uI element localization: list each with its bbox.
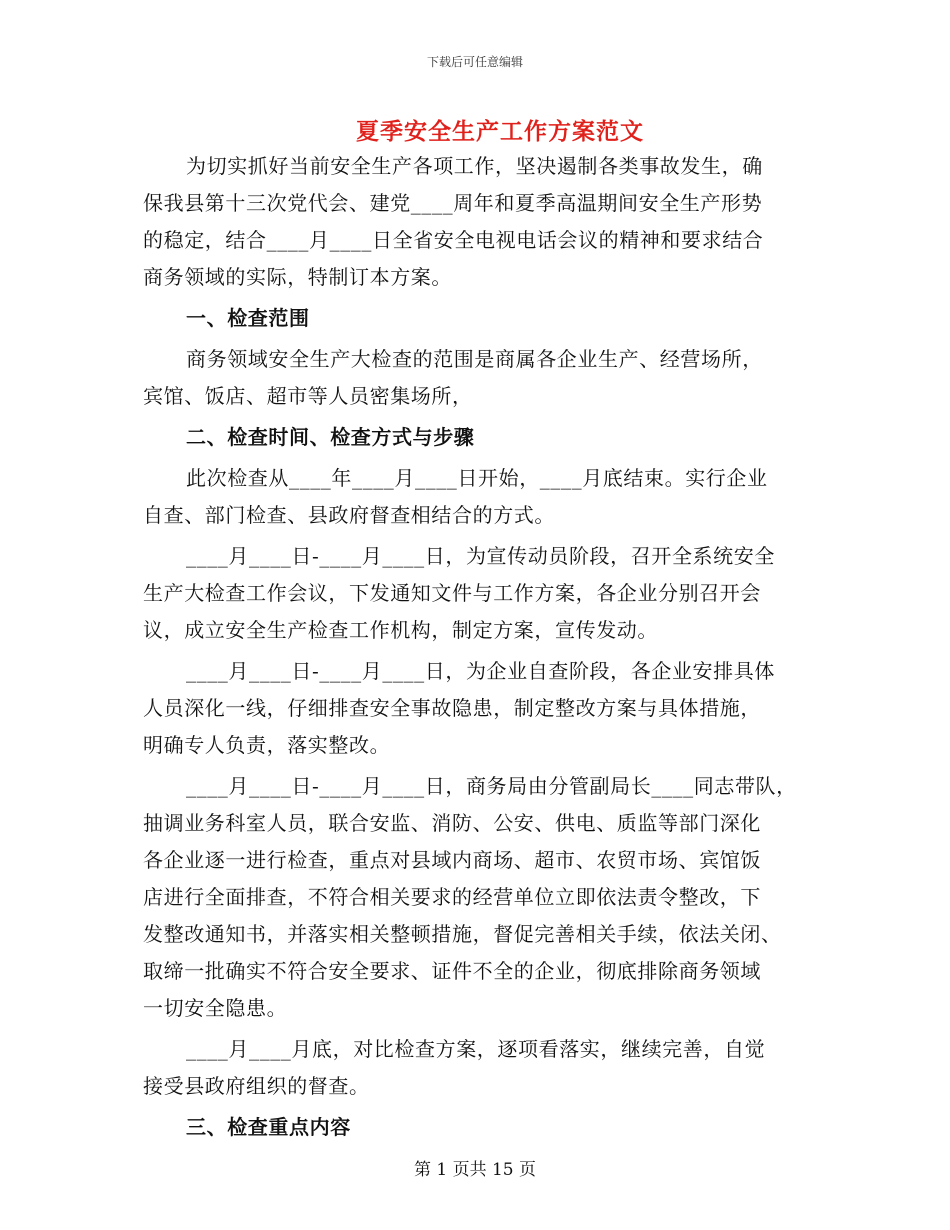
paragraph-line: 议，成立安全生产检查工作机构，制定方案，宣传发动。: [143, 618, 658, 642]
document-body: [143, 148, 843, 1146]
paragraph-line: 商务领域的实际，特制订本方案。: [143, 265, 452, 289]
paragraph-line: 抽调业务科室人员，联合安监、消防、公安、供电、质监等部门深化: [143, 811, 761, 835]
paragraph-line: 自查、部门检查、县政府督查相结合的方式。: [143, 503, 555, 527]
paragraph-line: ____月____日-____月____日，商务局由分管副局长____同志带队，: [186, 774, 797, 798]
paragraph-line: 接受县政府组织的督查。: [143, 1074, 370, 1098]
paragraph-line: 为切实抓好当前安全生产各项工作，坚决遏制各类事故发生，确: [186, 154, 763, 178]
paragraph-line: 发整改通知书，并落实相关整顿措施，督促完善相关手续，依法关闭、: [143, 922, 782, 946]
paragraph-line: ____月____日-____月____日，为宣传动员阶段，召开全系统安全: [186, 544, 775, 568]
header-note: 下载后可任意编辑: [426, 55, 523, 69]
paragraph-line: 一切安全隐患。: [143, 996, 288, 1020]
paragraph-line: 生产大检查工作会议，下发通知文件与工作方案，各企业分别召开会: [143, 581, 761, 605]
document-title: 夏季安全生产工作方案范文: [356, 118, 644, 145]
paragraph-line: 店进行全面排查，不符合相关要求的经营单位立即依法责令整改，下: [143, 885, 761, 909]
section-heading: 二、检查时间、检查方式与步骤: [186, 425, 475, 449]
paragraph-line: 商务领域安全生产大检查的范围是商属各企业生产、经营场所，: [186, 347, 763, 371]
paragraph-line: 此次检查从____年____月____日开始，____月底结束。实行企业: [186, 466, 768, 490]
paragraph-line: 保我县第十三次党代会、建党____周年和夏季高温期间安全生产形势: [143, 191, 763, 215]
page-number-footer: 第 1 页共 15 页: [413, 1160, 537, 1180]
paragraph-line: 人员深化一线，仔细排查安全事故隐患，制定整改方案与具体措施，: [143, 696, 761, 720]
section-heading: 一、检查范围: [186, 306, 310, 330]
paragraph-line: 各企业逐一进行检查，重点对县域内商场、超市、农贸市场、宾馆饭: [143, 848, 761, 872]
paragraph-line: 取缔一批确实不符合安全要求、证件不全的企业，彻底排除商务领域: [143, 959, 761, 983]
section-heading: 三、检查重点内容: [186, 1115, 351, 1139]
paragraph-line: 明确专人负责，落实整改。: [143, 733, 391, 757]
paragraph-line: 的稳定，结合____月____日全省安全电视电话会议的精神和要求结合: [143, 228, 764, 252]
paragraph-line: ____月____日-____月____日，为企业自查阶段，各企业安排具体: [186, 659, 775, 683]
paragraph-line: 宾馆、饭店、超市等人员密集场所，: [143, 384, 473, 408]
paragraph-line: ____月____月底，对比检查方案，逐项看落实，继续完善，自觉: [186, 1037, 766, 1061]
